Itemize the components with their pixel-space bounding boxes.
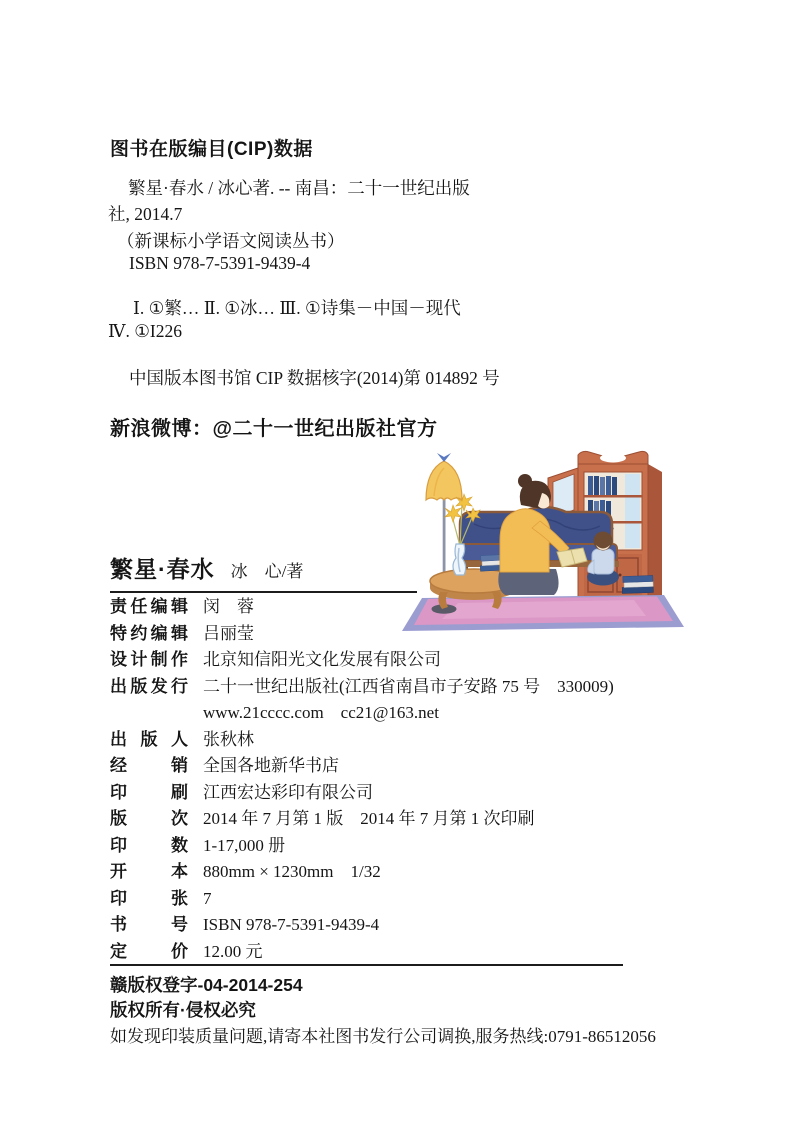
colophon-row-printing [110, 783, 640, 810]
colophon-row-print-run [110, 836, 640, 863]
row-label: 印数 [110, 835, 188, 855]
colophon-table [110, 597, 640, 968]
row-value: 7 [203, 888, 212, 908]
book-title: 繁星·春水 [110, 556, 215, 582]
colophon-row-editor [110, 597, 640, 624]
cip-title-line-cont: 社, 2014.7 [108, 204, 183, 224]
colophon-row-publisher [110, 677, 640, 704]
row-label: 责任编辑 [110, 597, 188, 616]
row-value: 880mm × 1230mm 1/32 [203, 862, 381, 881]
row-value: 吕丽莹 [203, 623, 254, 643]
colophon-row-edition [110, 809, 640, 836]
row-label: 印刷 [110, 782, 188, 802]
row-value: 闵 蓉 [203, 597, 254, 616]
cip-title-line: 繁星·春水 / 冰心著. -- 南昌：二十一世纪出版 [128, 178, 470, 198]
row-value: 12.00 元 [203, 941, 263, 961]
row-value: ISBN 978-7-5391-9439-4 [203, 915, 380, 934]
cip-classification-line1: Ⅰ. ①繁… Ⅱ. ①冰… Ⅲ. ①诗集－中国－现代 [133, 298, 461, 318]
colophon-row-publisher-person [110, 730, 640, 757]
colophon-row-design [110, 650, 640, 677]
colophon-row-sheets [110, 889, 640, 916]
row-label: 出版人 [110, 729, 188, 749]
row-value: www.21cccc.com cc21@163.net [203, 703, 439, 722]
row-value: 北京知信阳光文化发展有限公司 [203, 650, 441, 669]
copyright-notice: 版权所有·侵权必究 [110, 1000, 256, 1020]
row-value: 全国各地新华书店 [203, 756, 339, 775]
colophon-row-distribution [110, 756, 640, 783]
colophon-row-special-editor [110, 624, 640, 651]
colophon-row-isbn [110, 915, 640, 942]
cip-record-line: 中国版本图书馆 CIP 数据核字(2014)第 014892 号 [129, 368, 500, 388]
row-label: 设计制作 [110, 650, 188, 669]
row-value: 2014 年 7 月第 1 版 2014 年 7 月第 1 次印刷 [203, 809, 535, 828]
row-value: 二十一世纪出版社(江西省南昌市子安路 75 号 330009) [203, 676, 614, 696]
colophon-row-website [110, 703, 640, 730]
row-label: 书号 [110, 915, 188, 934]
weibo-line: 新浪微博：@二十一世纪出版社官方 [110, 418, 438, 440]
service-hotline-line: 如发现印装质量问题,请寄本社图书发行公司调换,服务热线:0791-86512056 [110, 1027, 656, 1046]
bottom-divider-rule [110, 964, 623, 966]
row-label: 印张 [110, 888, 188, 908]
row-label: 出版发行 [110, 676, 188, 696]
cip-heading: 图书在版编目(CIP)数据 [110, 139, 313, 160]
row-value: 江西宏达彩印有限公司 [203, 782, 373, 802]
row-value: 1-17,000 册 [203, 835, 286, 855]
cip-series-line: （新课标小学语文阅读丛书） [117, 231, 345, 251]
floor-book-stack [622, 575, 654, 593]
row-label: 定价 [110, 941, 188, 961]
colophon-row-format [110, 862, 640, 889]
row-label: 开本 [110, 862, 188, 881]
book-author: 冰 心/著 [230, 562, 304, 581]
cip-isbn-line: ISBN 978-7-5391-9439-4 [129, 253, 311, 273]
cip-classification-line2: Ⅳ. ①I226 [108, 321, 182, 341]
row-label: 版次 [110, 809, 188, 828]
row-value: 张秋林 [203, 729, 254, 749]
row-label: 经销 [110, 756, 188, 775]
title-block [110, 551, 417, 593]
row-label: 特约编辑 [110, 623, 188, 643]
copyright-registration: 赣版权登字-04-2014-254 [110, 975, 303, 995]
